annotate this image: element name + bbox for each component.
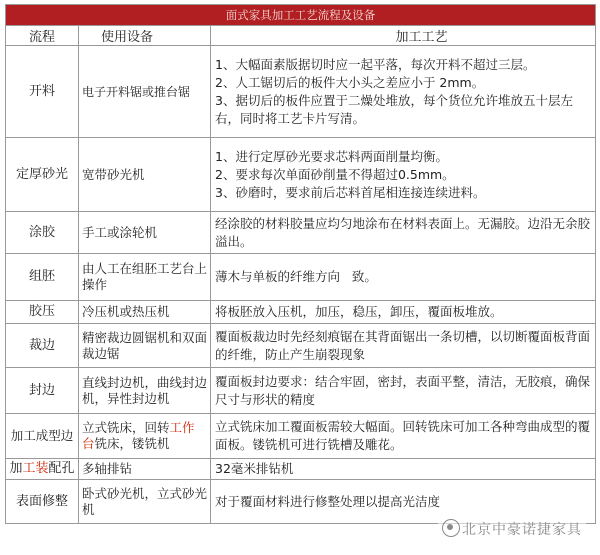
table-row <box>6 324 596 368</box>
step-cell: 裁边 <box>6 324 79 368</box>
equipment-text: 立式铣床，回转 <box>82 420 170 435</box>
equipment-cell: 电子开料锯或推台锯 <box>79 46 211 138</box>
table-row <box>6 414 596 459</box>
step-cell: 封边 <box>6 368 79 414</box>
process-line: 3、据切后的板件应置于二燥处堆放，每个货位允许堆放五十层左右，同时将工艺卡片写清。 <box>215 92 573 126</box>
step-highlight: 工装 <box>22 461 49 476</box>
process-cell <box>211 138 596 212</box>
process-cell: 32毫米排钻机 <box>211 459 596 480</box>
table-row <box>6 459 596 480</box>
step-text: 加 <box>9 461 23 476</box>
equipment-cell <box>79 414 211 459</box>
table-header-row <box>6 26 596 46</box>
header-equipment: 使用设备 <box>79 26 211 46</box>
step-cell <box>6 459 79 480</box>
table-row <box>6 212 596 254</box>
step-cell: 组胚 <box>6 254 79 301</box>
process-cell: 立式铣床加工覆面板需较大幅面。回转铣床可加工各种弯曲成型的覆面板。镂铣机可进行铣槽及雕花。 <box>211 414 596 459</box>
process-cell: 将板胚放入压机，加压，稳压，卸压，覆面板堆放。 <box>211 301 596 324</box>
equipment-cell: 精密裁边圆锯机和双面裁边锯 <box>79 324 211 368</box>
equipment-cell: 冷压机或热压机 <box>79 301 211 324</box>
equipment-cell: 手工或涂轮机 <box>79 212 211 254</box>
process-cell: 对于覆面材料进行修整处理以提高光洁度 <box>211 480 596 524</box>
step-text: 配孔 <box>48 461 75 476</box>
table-row <box>6 301 596 324</box>
watermark-text: 北京中豪诺捷家具 <box>462 522 582 538</box>
process-line: 2、要求每次单面砂削量不得超过0.5mm。 <box>215 166 455 182</box>
process-cell: 覆面板封边要求：结合牢固，密封，表面平整，清洁，无胶痕，确保尺寸与形状的精度 <box>211 368 596 414</box>
table-row <box>6 254 596 301</box>
equipment-cell: 宽带砂光机 <box>79 138 211 212</box>
watermark <box>438 519 586 539</box>
step-cell: 表面修整 <box>6 480 79 524</box>
process-cell: 覆面板裁边时先经刻痕锯在其背面锯出一条切槽，以切断覆面板背面的纤维，防止产生崩裂现象 <box>211 324 596 368</box>
table-row <box>6 480 596 524</box>
step-cell: 定厚砂光 <box>6 138 79 212</box>
step-cell: 加工成型边 <box>6 414 79 459</box>
equipment-cell: 由人工在组胚工艺台上操作 <box>79 254 211 301</box>
table-title-row <box>6 5 596 26</box>
table-row <box>6 138 596 212</box>
process-table <box>5 4 596 524</box>
process-table-container <box>5 4 595 524</box>
equipment-cell: 多轴排钻 <box>79 459 211 480</box>
header-step: 流程 <box>6 26 79 46</box>
step-cell: 涂胶 <box>6 212 79 254</box>
process-cell: 薄木与单板的纤维方向 致。 <box>211 254 596 301</box>
step-cell: 开料 <box>6 46 79 138</box>
equipment-text: 铣床，镂铣机 <box>94 436 170 451</box>
step-cell: 胶压 <box>6 301 79 324</box>
equipment-cell: 卧式砂光机，立式砂光机 <box>79 480 211 524</box>
wechat-icon <box>442 519 460 537</box>
process-line: 3、砂磨时，要求前后芯料首尾相连接连续进料。 <box>215 184 486 200</box>
table-title: 面式家具加工工艺流程及设备 <box>6 5 596 26</box>
process-line: 1、大幅面素版据切时应一起平落，每次开料不超过三层。 <box>215 56 536 72</box>
table-row <box>6 46 596 138</box>
header-process: 加工工艺 <box>211 26 596 46</box>
process-cell <box>211 46 596 138</box>
table-row <box>6 368 596 414</box>
equipment-cell: 直线封边机，曲线封边机，异性封边机 <box>79 368 211 414</box>
process-line: 2、人工锯切后的板件大小头之差应小于 2mm。 <box>215 74 485 90</box>
equipment-highlight: 工作台 <box>82 420 195 451</box>
process-cell: 经涂胶的材料胶量应均匀地涂布在材料表面上。无漏胶。边沿无余胶溢出。 <box>211 212 596 254</box>
process-line: 1、进行定厚砂光要求芯料两面削量均衡。 <box>215 148 448 164</box>
